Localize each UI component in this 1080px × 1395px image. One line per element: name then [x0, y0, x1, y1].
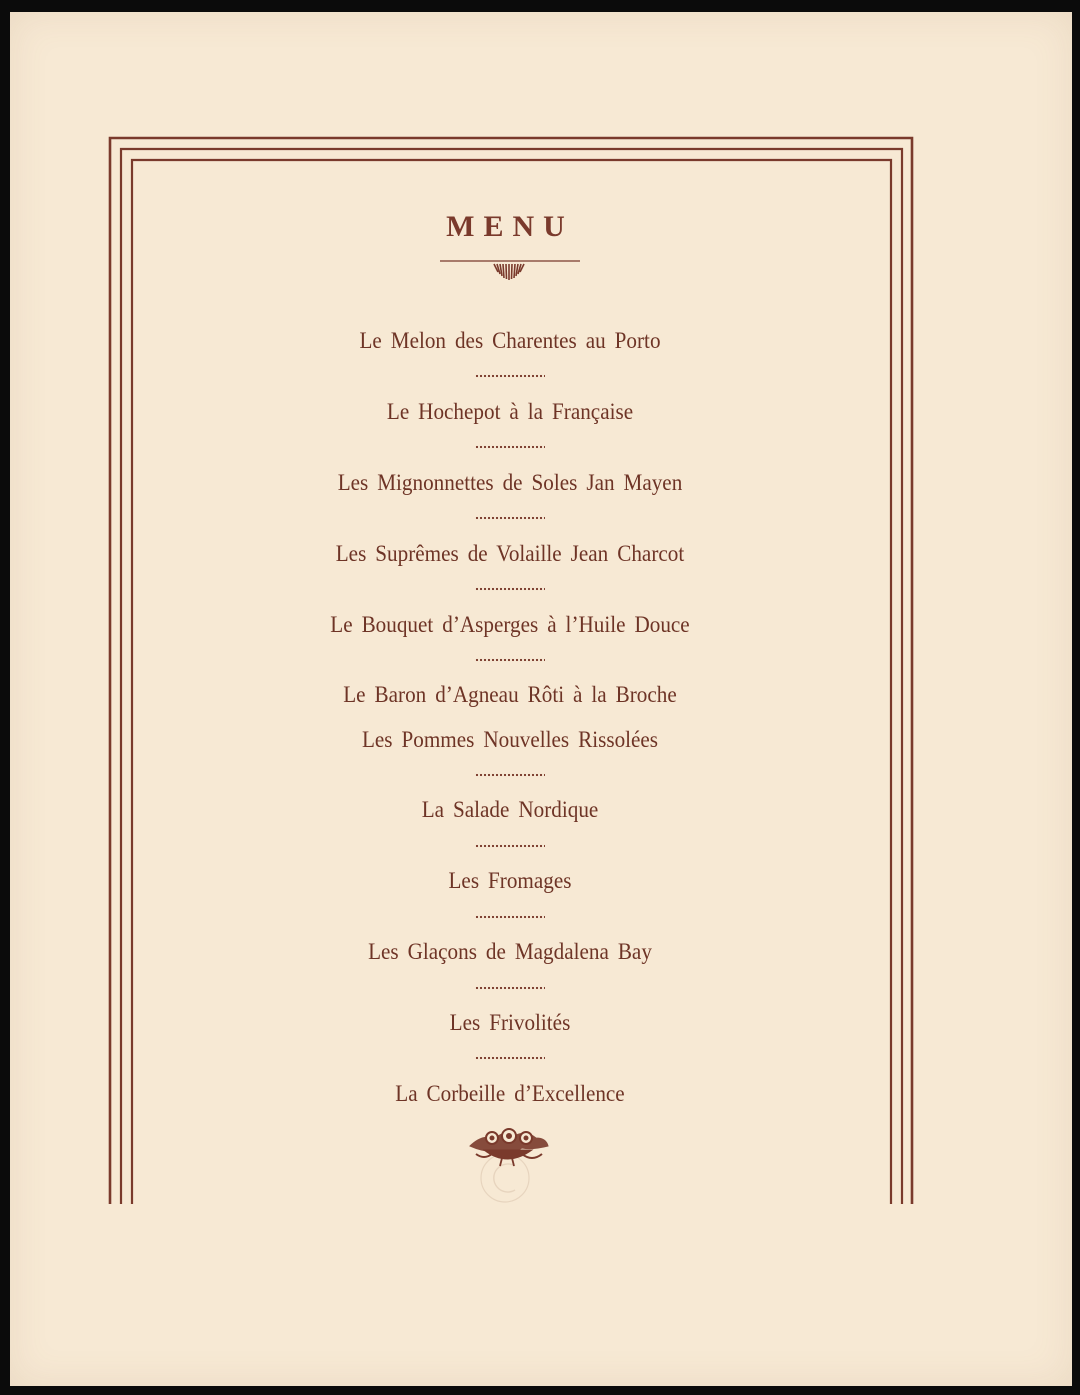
menu-item-corbeille: La Corbeille d’Excellence — [395, 1081, 625, 1106]
dotted-separator — [475, 444, 545, 450]
dotted-separator — [475, 772, 545, 778]
menu-item-frivolites: Les Frivolités — [449, 1010, 571, 1035]
menu-item-melon: Le Melon des Charentes au Porto — [359, 328, 661, 353]
dotted-separator — [475, 515, 545, 521]
menu-item-glacons: Les Glaçons de Magdalena Bay — [368, 939, 652, 964]
menu-title: MENU — [446, 210, 574, 243]
dotted-separator — [475, 586, 545, 592]
menu-item-salade: La Salade Nordique — [421, 797, 599, 822]
dotted-separator — [475, 657, 545, 663]
menu-item-asperges: Le Bouquet d’Asperges à l’Huile Douce — [330, 612, 690, 637]
dotted-separator — [475, 1055, 545, 1061]
menu-item-pommes: Les Pommes Nouvelles Rissolées — [361, 727, 659, 752]
dotted-separator — [475, 843, 545, 849]
menu-item-mignonnettes: Les Mignonnettes de Soles Jan Mayen — [337, 470, 683, 495]
menu-item-fromages: Les Fromages — [448, 868, 572, 893]
menu-item-baron: Le Baron d’Agneau Rôti à la Broche — [343, 682, 677, 707]
dotted-separator — [475, 373, 545, 379]
flower-basket-icon — [462, 1124, 552, 1168]
dotted-separator — [475, 914, 545, 920]
dotted-separator — [475, 985, 545, 991]
menu-item-hochepot: Le Hochepot à la Française — [386, 399, 634, 424]
menu-item-supremes: Les Suprêmes de Volaille Jean Charcot — [335, 541, 685, 566]
